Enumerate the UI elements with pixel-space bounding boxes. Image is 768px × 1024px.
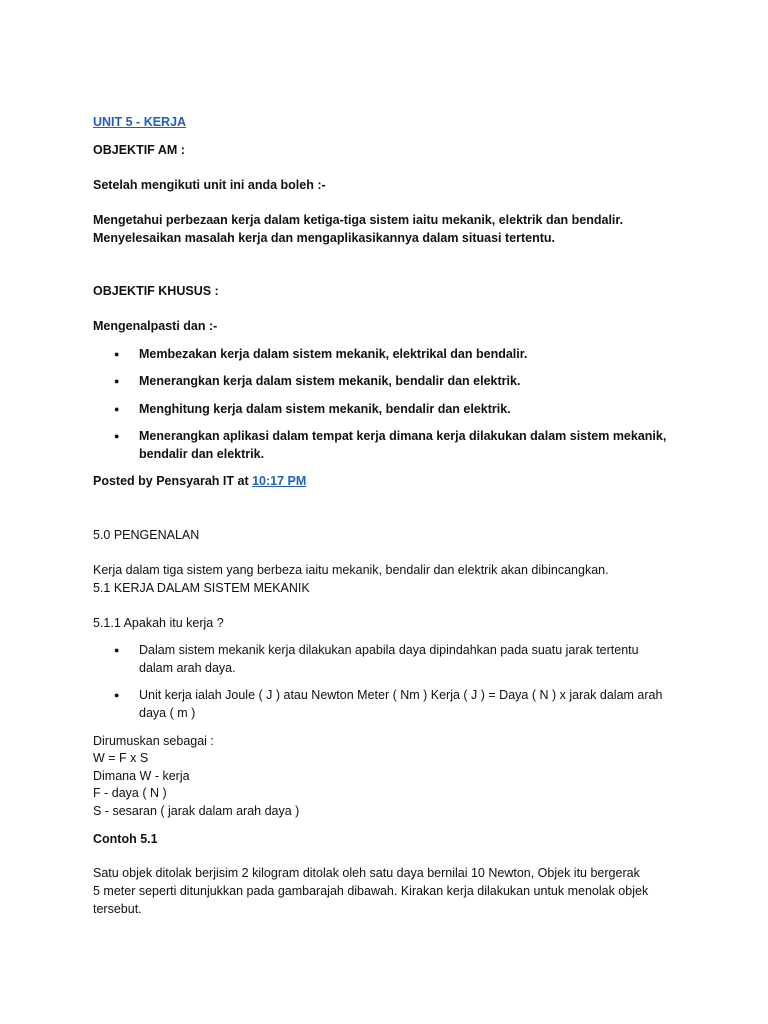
- list-item-text: Menghitung kerja dalam sistem mekanik, bendalir dan elektrik.: [139, 402, 511, 416]
- contoh-line1: Satu objek ditolak berjisim 2 kilogram ditolak oleh satu daya bernilai 10 Newton, Objek itu bergerak: [93, 866, 640, 880]
- unit-title-link[interactable]: UNIT 5 - KERJA: [93, 115, 187, 129]
- contoh-heading: Contoh 5.1: [93, 832, 158, 846]
- list-item-text: Dalam sistem mekanik kerja dilakukan apabila daya dipindahkan pada suatu jarak tertentu: [139, 643, 639, 657]
- bullet-icon: ●: [114, 431, 120, 441]
- posted-time-link[interactable]: 10:17 PM: [252, 474, 307, 488]
- posted-by-line: [93, 472, 306, 490]
- list-item-text: Menerangkan aplikasi dalam tempat kerja dimana kerja dilakukan dalam sistem mekanik,: [139, 429, 667, 443]
- list-item-text: Membezakan kerja dalam sistem mekanik, elektrikal dan bendalir.: [139, 347, 528, 361]
- contoh-line2: 5 meter seperti ditunjukkan pada gambarajah dibawah. Kirakan kerja dilakukan untuk menolak objek: [93, 884, 649, 898]
- objektif-am-para-line1: Mengetahui perbezaan kerja dalam ketiga-tiga sistem iaitu mekanik, elektrik dan bendalir.: [93, 213, 624, 227]
- list-item-text-cont: daya ( m ): [139, 706, 196, 720]
- formula-s-def: S - sesaran ( jarak dalam arah daya ): [93, 804, 300, 818]
- apakah-heading: 5.1.1 Apakah itu kerja ?: [93, 616, 224, 630]
- objektif-am-intro: Setelah mengikuti unit ini anda boleh :-: [93, 178, 326, 192]
- formula-intro: Dirumuskan sebagai :: [93, 734, 214, 748]
- contoh-line3: tersebut.: [93, 902, 142, 916]
- bullet-icon: ●: [114, 376, 120, 386]
- list-item-text: Menerangkan kerja dalam sistem mekanik, bendalir dan elektrik.: [139, 374, 521, 388]
- formula-equation: W = F x S: [93, 751, 149, 765]
- bullet-icon: ●: [114, 349, 120, 359]
- list-item-text-cont: bendalir dan elektrik.: [139, 447, 265, 461]
- objektif-khusus-intro: Mengenalpasti dan :-: [93, 319, 218, 333]
- formula-w-def: Dimana W - kerja: [93, 769, 190, 783]
- section-heading-5-1: 5.1 KERJA DALAM SISTEM MEKANIK: [93, 581, 310, 595]
- objektif-am-heading: OBJEKTIF AM :: [93, 143, 185, 157]
- pengenalan-text: Kerja dalam tiga sistem yang berbeza iaitu mekanik, bendalir dan elektrik akan dibincangkan.: [93, 563, 609, 577]
- posted-by-text: Posted by Pensyarah IT at: [93, 474, 253, 488]
- bullet-icon: ●: [114, 645, 120, 655]
- objektif-am-para-line2: Menyelesaikan masalah kerja dan mengaplikasikannya dalam situasi tertentu.: [93, 231, 556, 245]
- list-item-text: Unit kerja ialah Joule ( J ) atau Newton Meter ( Nm ) Kerja ( J ) = Daya ( N ) x jarak dalam arah: [139, 688, 663, 702]
- pengenalan-heading: 5.0 PENGENALAN: [93, 528, 200, 542]
- formula-f-def: F - daya ( N ): [93, 786, 167, 800]
- list-item-text-cont: dalam arah daya.: [139, 661, 236, 675]
- bullet-icon: ●: [114, 690, 120, 700]
- bullet-icon: ●: [114, 404, 120, 414]
- objektif-khusus-heading: OBJEKTIF KHUSUS :: [93, 284, 219, 298]
